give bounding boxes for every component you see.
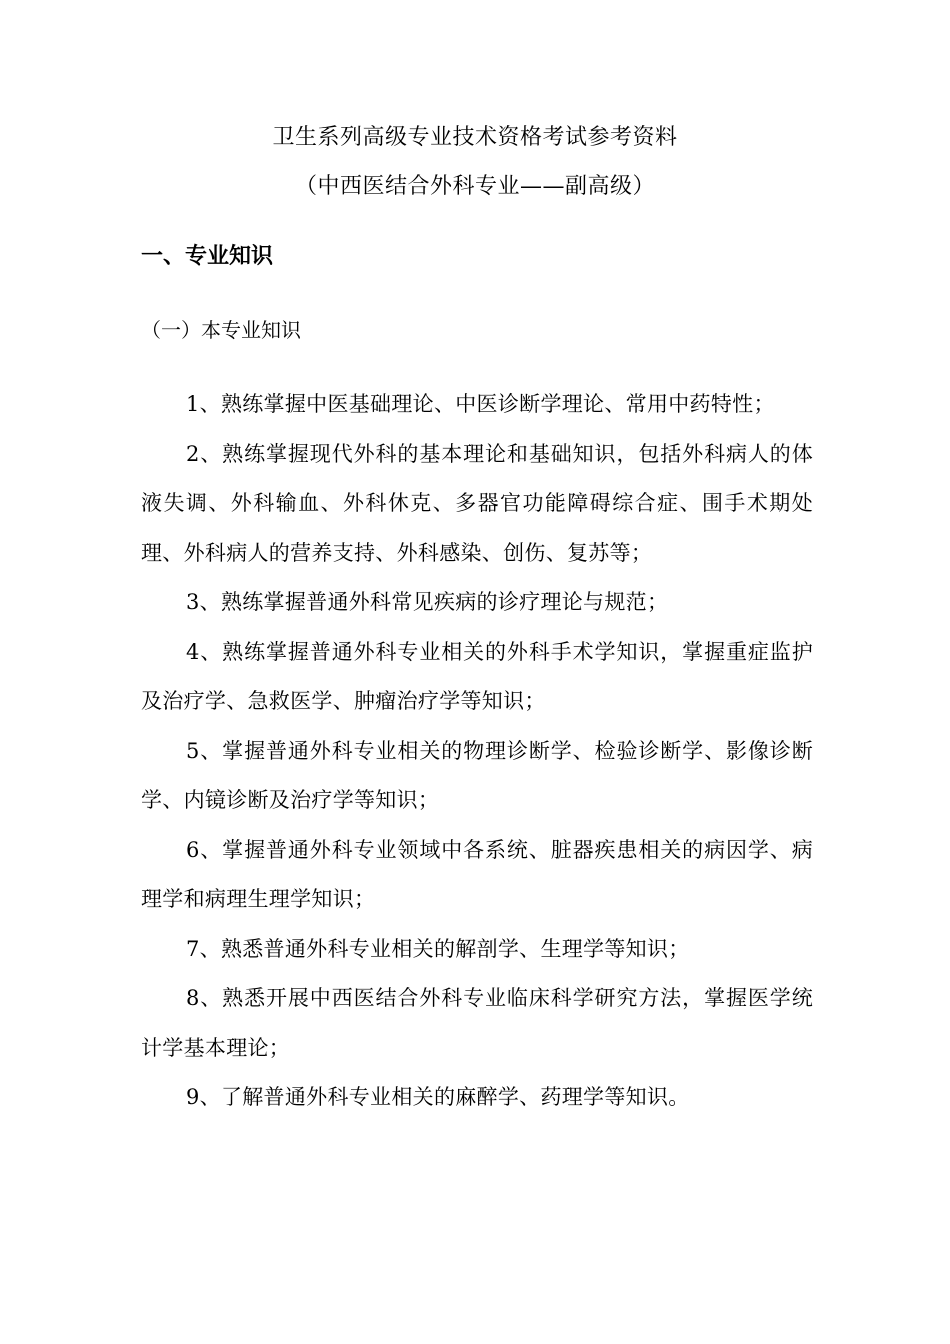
list-item: 8、熟悉开展中西医结合外科专业临床科学研究方法，掌握医学统计学基本理论； [141,986,813,1060]
list-item: 7、熟悉普通外科专业相关的解剖学、生理学等知识； [186,936,690,961]
knowledge-list [141,380,813,1123]
list-item: 1、熟练掌握中医基础理论、中医诊断学理论、常用中药特性； [186,392,775,416]
list-item: 6、掌握普通外科专业领域中各系统、脏器疾患相关的病因学、病理学和病理生理学知识； [141,837,813,911]
list-item: 9、了解普通外科专业相关的麻醉学、药理学等知识。 [186,1085,690,1109]
document-subtitle: （中西医结合外科专业——副高级） [294,174,655,199]
list-item: 2、熟练掌握现代外科的基本理论和基础知识，包括外科病人的体液失调、外科输血、外科休克、多器官功能障碍综合症、围手术期处理、外科病人的营养支持、外科感染、创伤、复苏等； [141,441,813,565]
section-heading: 一、专业知识 [141,244,274,269]
list-item: 5、掌握普通外科专业相关的物理诊断学、检验诊断学、影像诊断学、内镜诊断及治疗学等知识； [141,738,813,812]
document-title: 卫生系列高级专业技术资格考试参考资料 [272,125,678,150]
subsection-heading: （一）本专业知识 [141,318,301,342]
list-item: 3、熟练掌握普通外科常见疾病的诊疗理论与规范； [186,590,669,614]
list-item: 4、熟练掌握普通外科专业相关的外科手术学知识，掌握重症监护及治疗学、急救医学、肿瘤治疗学等知识； [141,639,813,713]
